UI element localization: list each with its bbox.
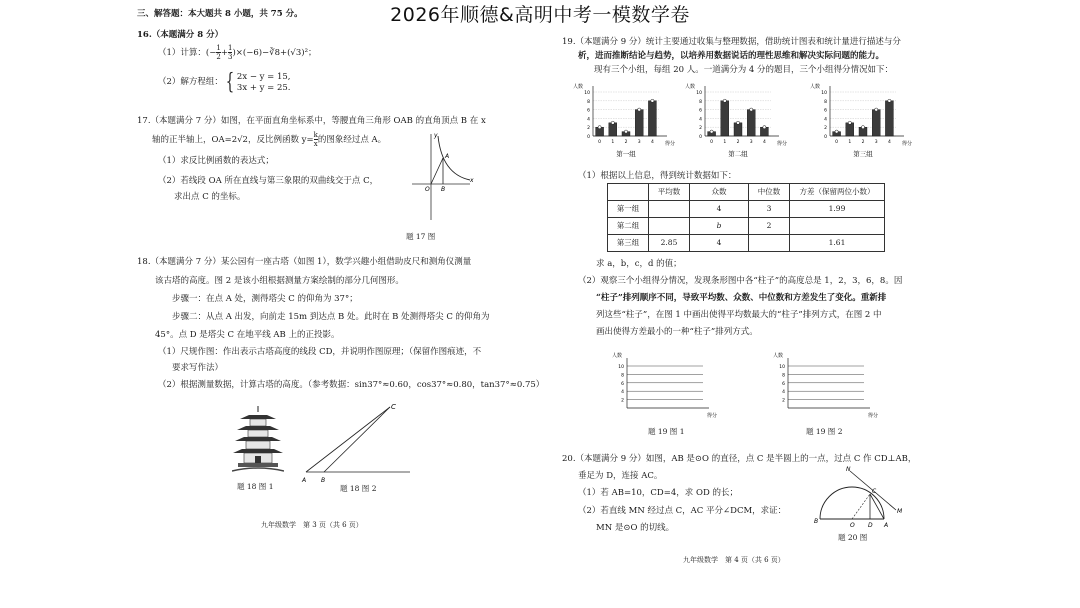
q19-blank-caption-1: 题 19 图 1 [648, 427, 685, 436]
bar-top-marker [888, 99, 891, 102]
y-tick-label: 4 [587, 117, 590, 123]
q19-blank-grid-2 [772, 350, 882, 425]
x-tick-label: 4 [762, 140, 766, 145]
q20-label-c: C [872, 488, 877, 495]
y-tick-label: 4 [824, 117, 827, 123]
q19-blank-grid-1-wrap [611, 350, 721, 429]
q20-figure [812, 463, 908, 533]
q18-line2: 该古塔的高度。图 2 是该小组根据测量方案绘制的部分几何图形。 [155, 276, 404, 286]
q20-caption: 题 20 图 [838, 533, 868, 542]
table-header-row [608, 184, 885, 201]
table-cell: 1.61 [790, 235, 885, 252]
page-title: 2026年顺德&高明中考一模数学卷 [390, 4, 690, 26]
q17-line2a: 轴的正半轴上，OA=2√2，反比例函数 y= [152, 135, 314, 145]
q16-frac1-num: 1 [216, 44, 221, 52]
bar-top-marker [763, 126, 766, 129]
q18-line-bc [324, 407, 390, 472]
y-tick-label: 2 [587, 126, 590, 132]
q19-blank-grid-2-wrap [772, 350, 882, 429]
y-tick-label: 2 [824, 126, 827, 132]
x-tick-label: 1 [723, 140, 727, 145]
q18-part1b: 要求写作法） [172, 363, 224, 373]
bar-top-marker [750, 108, 753, 111]
group2-chart-wrap [683, 80, 793, 162]
q20-line1: 20.（本题满分 9 分）如图，AB 是⊙O 的直径，点 C 是半圆上的一点，过点 C 作 CD⊥AB， [562, 454, 917, 464]
y-tick-label: 6 [699, 108, 702, 114]
table-header-cell [608, 184, 649, 201]
q16-expr-a: (− [205, 48, 217, 58]
bar [846, 123, 854, 136]
table-cell [649, 218, 690, 235]
x-tick-label: 0 [598, 140, 602, 145]
x-tick-label: 3 [874, 140, 878, 145]
bar-top-marker [861, 126, 864, 129]
x-tick-label: 4 [887, 140, 891, 145]
y-tick-label: 4 [621, 390, 624, 396]
y-tick-label: 10 [584, 91, 590, 96]
x-axis-label: 得分 [665, 141, 676, 147]
y-axis-label: 人数 [573, 84, 584, 90]
q18-label-c: C [391, 403, 396, 411]
table-cell: 4 [690, 235, 749, 252]
q19-stats-table [607, 183, 885, 252]
q19-line2: 析，进而推断结论与趋势，以培养用数据说话的理性思维和解决实际问题的能力。 [578, 51, 885, 61]
x-tick-label: 1 [848, 140, 852, 145]
bar-top-marker [611, 121, 614, 124]
q17-segment-oa [431, 158, 443, 184]
y-tick-label: 6 [782, 381, 785, 387]
bar-top-marker [638, 108, 641, 111]
q18-figure2 [298, 402, 416, 484]
y-tick-label: 0 [587, 135, 590, 140]
bar [734, 123, 742, 136]
q16-part1-prefix: （1）计算： [158, 48, 206, 58]
y-tick-label: 6 [621, 381, 624, 387]
bar [747, 110, 755, 136]
bar [721, 101, 729, 136]
x-tick-label: 2 [861, 140, 865, 145]
q20-label-d: D [868, 522, 873, 529]
q19-line3: 现有三个小组，每组 20 人。一道满分为 4 分的题目，三个小组得分情况如下： [594, 65, 894, 75]
table-header-cell: 平均数 [649, 184, 690, 201]
q19-part2a: （2）观察三个小组得分情况，发现条形图中各“柱子”的高度总是 1，2，3，6，8。因 [578, 276, 903, 286]
q20-label-a: A [884, 522, 889, 529]
table-row [608, 218, 885, 235]
q19-part2b: “柱子”排列顺序不同，导致平均数、众数、中位数和方差发生了变化。重新排 [596, 293, 887, 303]
bar-top-marker [875, 108, 878, 111]
q17-line1: 17.（本题满分 7 分）如图，在平面直角坐标系中，等腰直角三角形 OAB 的直角顶点 B 在 x [137, 116, 486, 126]
table-cell: 2 [749, 218, 790, 235]
q20-part1: （1）若 AB=10，CD=4，求 OD 的长； [578, 488, 738, 498]
q20-label-m: M [897, 508, 903, 515]
q18-step1: 步骤一：在点 A 处，测得塔尖 C 的仰角为 37°； [172, 294, 358, 304]
q18-label-a: A [302, 477, 307, 484]
chart-title: 第一组 [616, 150, 636, 158]
q20-label-o: O [850, 522, 855, 529]
q20-label-n: N [846, 466, 851, 473]
table-cell: 4 [690, 201, 749, 218]
y-tick-label: 4 [699, 117, 702, 123]
x-tick-label: 2 [624, 140, 628, 145]
x-axis-label: 得分 [902, 141, 913, 147]
y-axis-label: 人数 [810, 84, 821, 90]
q19-part2d: 画出使得方差最小的一种“柱子”排列方式。 [596, 327, 758, 337]
table-cell: 1.99 [790, 201, 885, 218]
q17-k-num: k [313, 131, 318, 139]
y-tick-label: 2 [782, 398, 785, 404]
section-heading: 三、解答题：本大题共 8 小题，共 75 分。 [137, 9, 303, 19]
q18-part2: （2）根据测量数据，计算古塔的高度。（参考数据：sin37°≈0.60，cos37°≈0.80，tan37°≈0.75） [158, 380, 545, 390]
x-tick-label: 2 [736, 140, 740, 145]
group1-chart-wrap [571, 80, 681, 162]
bar-top-marker [848, 121, 851, 124]
q16-frac2-den: 3 [227, 53, 233, 61]
q17-label-x: x [470, 177, 474, 184]
q16-part2: （2）解方程组： { 2x − y = 15, 3x + y = 25. [158, 70, 291, 95]
q20-label-b: B [814, 518, 819, 525]
left-footer: 九年级数学 第 3 页（共 6 页） [261, 521, 363, 529]
table-cell [790, 218, 885, 235]
q18-step2b: 45°。点 D 是塔尖 C 在地平线 AB 上的正投影。 [155, 330, 340, 340]
q17-part2a: （2）若线段 OA 所在直线与第三象限的双曲线交于点 C， [158, 176, 379, 186]
bar [635, 110, 643, 136]
x-tick-label: 4 [650, 140, 654, 145]
y-axis-label: 人数 [773, 353, 784, 359]
q16-frac2-num: 1 [227, 44, 233, 52]
x-axis-label: 得分 [707, 413, 718, 419]
bar-top-marker [624, 130, 627, 133]
bar-top-marker [835, 130, 838, 133]
y-axis-label: 人数 [612, 353, 623, 359]
q18-line-ac [306, 407, 390, 472]
q17-caption: 题 17 图 [406, 232, 436, 241]
q18-fig1-caption: 题 18 图 1 [237, 482, 274, 491]
y-tick-label: 8 [699, 99, 702, 105]
table-header-cell: 方差（保留两位小数） [790, 184, 885, 201]
group3-chart-wrap [808, 80, 918, 162]
y-tick-label: 6 [587, 108, 590, 114]
pagoda-image [232, 405, 284, 475]
q17-part2b: 求出点 C 的坐标。 [174, 192, 246, 202]
right-footer: 九年级数学 第 4 页（共 6 页） [683, 556, 785, 564]
x-tick-label: 3 [749, 140, 753, 145]
q19-line1: 19.（本题满分 9 分）统计主要通过收集与整理数据，借助统计图表和统计量进行描述与分 [562, 37, 901, 47]
q18-line1: 18.（本题满分 7 分）某公园有一座古塔（如图 1），数学兴趣小组借助皮尺和测角仪测量 [137, 257, 472, 267]
q17-figure [398, 128, 478, 236]
table-cell: 3 [749, 201, 790, 218]
y-tick-label: 4 [782, 390, 785, 396]
bar [648, 101, 656, 136]
x-tick-label: 3 [637, 140, 641, 145]
y-tick-label: 10 [696, 91, 702, 96]
q20-segment-oc [852, 494, 870, 519]
table-cell: 2.85 [649, 235, 690, 252]
table-cell: b [690, 218, 749, 235]
chart-title: 第二组 [728, 150, 748, 158]
y-tick-label: 6 [824, 108, 827, 114]
x-axis-label: 得分 [868, 413, 879, 419]
q16-expr-b: )×(−6)−∛8+(√3)²； [232, 48, 317, 58]
bar [872, 110, 880, 136]
q18-step2a: 步骤二：从点 A 出发，向前走 15m 到达点 B 处。此时在 B 处测得塔尖 C 的仰角为 [172, 312, 490, 322]
q17-line2 [152, 131, 386, 148]
table-row [608, 235, 885, 252]
table-cell: 第三组 [608, 235, 649, 252]
q16-part1 [158, 44, 316, 61]
bar-top-marker [598, 126, 601, 129]
x-tick-label: 0 [835, 140, 839, 145]
table-header-cell: 众数 [690, 184, 749, 201]
y-tick-label: 8 [824, 99, 827, 105]
q19-part1-prefix: （1）根据以上信息，得到统计数据如下： [578, 171, 737, 181]
q16-part2-prefix: （2）解方程组： [158, 77, 223, 88]
q17-label-b: B [441, 186, 446, 193]
q20-part2a: （2）若直线 MN 经过点 C，AC 平分∠DCM，求证： [578, 506, 787, 516]
q19-blank-caption-2: 题 19 图 2 [806, 427, 843, 436]
q16-header: 16.（本题满分 8 分） [137, 30, 224, 40]
group1-chart [571, 80, 681, 158]
table-cell: 第二组 [608, 218, 649, 235]
table-cell: 第一组 [608, 201, 649, 218]
y-tick-label: 8 [587, 99, 590, 105]
q17-k-den: x [313, 140, 318, 148]
y-tick-label: 2 [699, 126, 702, 132]
q18-fig2-caption: 题 18 图 2 [340, 484, 377, 493]
q17-label-o: O [425, 186, 430, 193]
q20-line2: 垂足为 D，连接 AC。 [578, 471, 663, 481]
y-tick-label: 8 [621, 373, 624, 379]
group2-chart [683, 80, 793, 158]
y-tick-label: 10 [821, 91, 827, 96]
y-tick-label: 10 [779, 365, 785, 370]
y-tick-label: 8 [782, 373, 785, 379]
q16-eq2: 3x + y = 25. [236, 83, 291, 93]
q19-part2c: 列这些“柱子”，在图 1 中画出使得平均数最大的“柱子”排列方式，在图 2 中 [596, 310, 882, 320]
q16-eq1: 2x − y = 15, [236, 72, 291, 82]
y-tick-label: 2 [621, 398, 624, 404]
y-tick-label: 10 [618, 365, 624, 370]
q17-line2b: 的图象经过点 A。 [317, 135, 387, 145]
q17-part1: （1）求反比例函数的表达式； [158, 156, 274, 166]
bar [609, 123, 617, 136]
q18-label-b: B [321, 477, 326, 484]
q16-frac1-den: 2 [216, 53, 221, 61]
y-tick-label: 0 [824, 135, 827, 140]
bar-top-marker [736, 121, 739, 124]
q16-plus: + [220, 48, 228, 58]
q17-label-a: A [445, 153, 450, 160]
x-tick-label: 1 [611, 140, 615, 145]
y-tick-label: 0 [699, 135, 702, 140]
y-axis-label: 人数 [685, 84, 696, 90]
group3-chart [808, 80, 918, 158]
table-row [608, 201, 885, 218]
q18-part1a: （1）尺规作图：作出表示古塔高度的线段 CD，并说明作图原理；（保留作图痕迹，不 [158, 347, 482, 357]
bar-top-marker [723, 99, 726, 102]
table-cell [649, 201, 690, 218]
x-tick-label: 0 [710, 140, 714, 145]
x-axis-label: 得分 [777, 141, 788, 147]
table-header-cell: 中位数 [749, 184, 790, 201]
q19-blank-grid-1 [611, 350, 721, 425]
q19-part1-ask: 求 a，b，c，d 的值； [596, 259, 682, 269]
chart-title: 第三组 [853, 150, 873, 158]
bar-top-marker [651, 99, 654, 102]
bar-top-marker [710, 130, 713, 133]
q17-label-y: y [434, 132, 438, 139]
table-cell [749, 235, 790, 252]
bar [885, 101, 893, 136]
q20-part2b: MN 是⊙O 的切线。 [596, 523, 675, 533]
